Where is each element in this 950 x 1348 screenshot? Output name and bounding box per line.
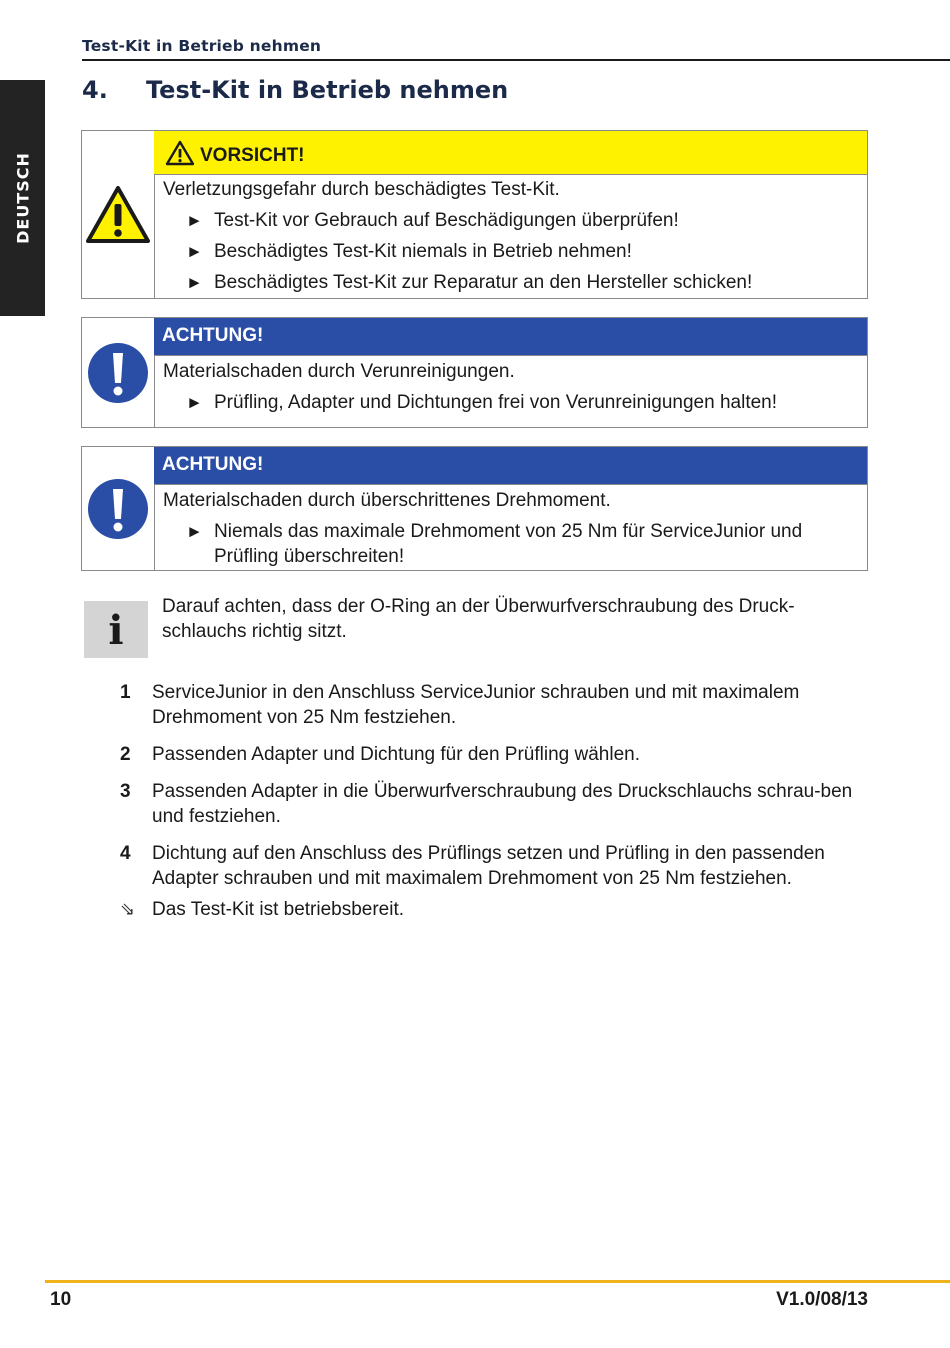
info-icon [84, 601, 148, 658]
attention-heading: ACHTUNG! [162, 325, 264, 346]
attention-body [163, 488, 857, 569]
attention-heading-bar [154, 318, 867, 356]
version-label: V1.0/08/13 [776, 1289, 868, 1310]
list-item: ► Niemals das maximale Drehmoment von 25 Nm für ServiceJunior und Prüfling überschreiten! [186, 521, 803, 567]
bullet-arrow-icon: ► [186, 522, 203, 541]
step-item [120, 841, 860, 891]
attention-notice [81, 317, 868, 428]
bullet-arrow-icon: ► [186, 273, 203, 292]
attention-text: Materialschaden durch überschrittenes Drehmoment. [163, 490, 611, 511]
attention-notice [81, 446, 868, 571]
step-item [120, 680, 860, 730]
chapter-title: Test-Kit in Betrieb nehmen [146, 76, 509, 104]
footer-rule [45, 1280, 950, 1283]
step-text: ServiceJunior in den Anschluss ServiceJunior schrauben und mit maximalem Drehmoment von 25 Nm festziehen. [152, 682, 800, 728]
step-text: Dichtung auf den Anschluss des Prüflings setzen und Prüfling in den passenden Adapter schrauben und mit maximalem Drehmoment von 25 Nm festziehen. [152, 843, 825, 889]
result-text: Das Test-Kit ist betriebsbereit. [152, 899, 405, 920]
caution-heading-bar [154, 131, 867, 175]
attention-text: Materialschaden durch Verunreinigungen. [163, 361, 515, 382]
attention-heading-bar [154, 447, 867, 485]
exclamation-circle-icon [87, 342, 149, 404]
chapter-number: 4. [82, 76, 108, 104]
step-number: 1 [120, 682, 131, 703]
step-result [120, 897, 860, 922]
caution-notice [81, 130, 868, 299]
exclamation-circle-icon [87, 478, 149, 540]
info-glyph: i [108, 607, 124, 654]
small-warning-triangle-icon [165, 140, 195, 166]
step-text: Passenden Adapter und Dichtung für den Prüfling wählen. [152, 744, 640, 765]
language-tab [0, 80, 45, 316]
list-item: ► Beschädigtes Test-Kit niemals in Betrieb nehmen! [186, 241, 632, 262]
result-arrow-icon: ⇘ [120, 899, 136, 919]
caution-icon-column [82, 131, 155, 298]
step-text: Passenden Adapter in die Überwurfverschraubung des Druckschlauchs schrau-ben und festziehen. [152, 781, 853, 827]
step-number: 2 [120, 744, 131, 765]
step-number: 4 [120, 843, 131, 864]
caution-text: Verletzungsgefahr durch beschädigtes Test-Kit. [163, 179, 560, 200]
attention-heading: ACHTUNG! [162, 454, 264, 475]
list-item: ► Beschädigtes Test-Kit zur Reparatur an den Hersteller schicken! [186, 272, 753, 293]
step-item [120, 742, 860, 767]
bullet-arrow-icon: ► [186, 393, 203, 412]
bullet-arrow-icon: ► [186, 242, 203, 261]
page-number: 10 [50, 1289, 72, 1310]
caution-heading: VORSICHT! [200, 145, 305, 166]
step-item [120, 779, 860, 829]
bullet-arrow-icon: ► [186, 211, 203, 230]
language-tab-label: DEUTSCH [13, 152, 32, 244]
caution-body [163, 177, 857, 295]
info-text: Darauf achten, dass der O-Ring an der Überwurfverschraubung des Druck-schlauchs richtig sitzt. [162, 596, 795, 642]
header-rule [82, 59, 950, 61]
warning-triangle-icon [85, 185, 151, 245]
running-header: Test-Kit in Betrieb nehmen [82, 37, 322, 55]
list-item: ► Test-Kit vor Gebrauch auf Beschädigungen überprüfen! [186, 210, 679, 231]
step-number: 3 [120, 781, 131, 802]
instruction-steps [120, 680, 860, 922]
attention-body [163, 359, 857, 415]
list-item: ► Prüfling, Adapter und Dichtungen frei von Verunreinigungen halten! [186, 392, 778, 413]
attention-icon-column [82, 447, 155, 570]
attention-icon-column [82, 318, 155, 427]
